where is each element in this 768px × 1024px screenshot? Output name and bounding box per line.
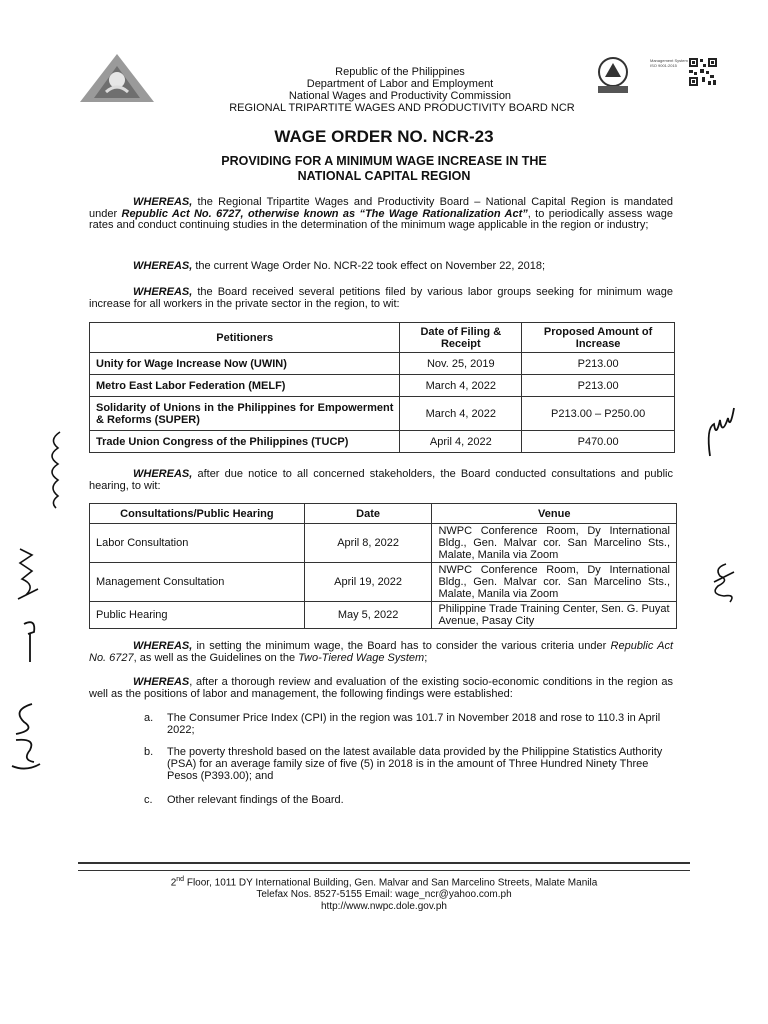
table-header-cell: Date: [304, 504, 432, 524]
petitioner-cell: Metro East Labor Federation (MELF): [90, 375, 400, 397]
petitions-table: [89, 322, 675, 453]
proposed-amount-cell: P470.00: [522, 431, 675, 453]
table-row: [90, 353, 675, 375]
finding-text: The poverty threshold based on the latest available data provided by the Philippine Statistics Authority (PSA) for an average family size of five (5) in 2018 is in the amount of Three Hundred Ninety Three Pesos (P393.00); and: [167, 746, 663, 782]
consultation-date-cell: April 8, 2022: [304, 524, 432, 563]
header-line-commission: National Wages and Productivity Commission: [288, 90, 512, 102]
table-header-cell: Proposed Amount of Increase: [522, 323, 675, 353]
table-row: [90, 602, 677, 629]
address-floor-number: 2: [170, 877, 177, 889]
table-header-cell: Venue: [432, 504, 677, 524]
table-row: [90, 563, 677, 602]
list-marker: c.: [144, 794, 153, 806]
table-row: [90, 397, 675, 431]
whereas-mandate-paragraph: [89, 197, 673, 232]
table-header-cell: Date of Filing & Receipt: [400, 323, 522, 353]
consultation-venue-cell: NWPC Conference Room, Dy International Bldg., Gen. Malvar cor. San Marcelino Sts., Malate, Manila via Zoom: [432, 524, 677, 563]
paragraph-text: the current Wage Order No. NCR-22 took effect on November 22, 2018;: [192, 260, 546, 272]
subtitle-line-2: NATIONAL CAPITAL REGION: [297, 169, 471, 183]
footer-website-link[interactable]: http://www.nwpc.dole.gov.ph: [321, 901, 447, 913]
table-header-cell: Petitioners: [90, 323, 400, 353]
whereas-criteria-paragraph: [89, 641, 673, 664]
consultation-venue-cell: NWPC Conference Room, Dy International Bldg., Gen. Malvar cor. San Marcelino Sts., Malate, Manila via Zoom: [432, 563, 677, 602]
header-line-republic: Republic of the Philippines: [335, 66, 465, 78]
wage-order-subtitle: [0, 154, 768, 184]
consultations-table: [89, 503, 677, 629]
consultation-date-cell: April 19, 2022: [304, 563, 432, 602]
filing-date-cell: Nov. 25, 2019: [400, 353, 522, 375]
header-line-board: REGIONAL TRIPARTITE WAGES AND PRODUCTIVITY BOARD NCR: [229, 102, 575, 114]
address-floor-suffix: nd: [176, 876, 185, 883]
paragraph-text: , to periodically assess wage rates and conduct continuing studies in the determination of the minimum wage applicable in the region or industry;: [89, 207, 673, 231]
paragraph-text: , as well as the Guidelines on the: [133, 651, 299, 664]
whereas-consultations-paragraph: [89, 469, 673, 492]
filing-date-cell: April 4, 2022: [400, 431, 522, 453]
petitioner-cell: Solidarity of Unions in the Philippines for Empowerment & Reforms (SUPER): [90, 397, 400, 431]
paragraph-text: after due notice to all concerned stakeholders, the Board conducted consultations and public hearing, to wit:: [89, 468, 673, 492]
whereas-lead: WHEREAS,: [133, 286, 193, 298]
filing-date-cell: March 4, 2022: [400, 375, 522, 397]
table-header-row: [90, 504, 677, 524]
list-marker: b.: [144, 746, 154, 758]
table-header-row: [90, 323, 675, 353]
list-marker: a.: [144, 712, 154, 724]
whereas-lead: WHEREAS,: [133, 468, 193, 480]
iso-certification-label: Management System ISO 9001:2015: [650, 58, 688, 68]
handwritten-initial-signature: [40, 430, 70, 510]
consultation-venue-cell: Philippine Trade Training Center, Sen. G. Puyat Avenue, Pasay City: [432, 602, 677, 629]
ra-6727-reference: Republic Act No. 6727, otherwise known as “The Wage Rationalization Act”: [121, 207, 528, 220]
proposed-amount-cell: P213.00 – P250.00: [522, 397, 675, 431]
petitioner-cell: Unity for Wage Increase Now (UWIN): [90, 353, 400, 375]
handwritten-initial-signature: [14, 545, 42, 603]
paragraph-text: in setting the minimum wage, the Board has to consider the various criteria under: [192, 640, 611, 652]
handwritten-initial-signature: [700, 398, 740, 458]
whereas-findings-paragraph: [89, 677, 673, 700]
header-line-department: Department of Labor and Employment: [306, 78, 494, 90]
address-text: Floor, 1011 DY International Building, Gen. Malvar and San Marcelino Streets, Malate Manila: [184, 877, 598, 889]
consultation-date-cell: May 5, 2022: [304, 602, 432, 629]
agency-header: [200, 66, 600, 114]
table-row: [90, 431, 675, 453]
proposed-amount-cell: P213.00: [522, 353, 675, 375]
table-row: [90, 524, 677, 563]
whereas-lead: WHEREAS,: [133, 640, 193, 652]
handwritten-initial-signature: [6, 700, 46, 776]
whereas-petitions-paragraph: [89, 287, 673, 310]
subtitle-line-1: PROVIDING FOR A MINIMUM WAGE INCREASE IN THE: [221, 154, 547, 168]
dole-logo-icon: [78, 52, 156, 104]
paragraph-text: the Board received several petitions filed by various labor groups seeking for minimum wage increase for all workers in the private sector in the region, to wit:: [89, 286, 673, 310]
qr-code-icon: [688, 57, 718, 87]
filing-date-cell: March 4, 2022: [400, 397, 522, 431]
whereas-lead: WHEREAS,: [133, 260, 193, 272]
paragraph-text: ;: [424, 651, 428, 664]
consultation-type-cell: Management Consultation: [90, 563, 305, 602]
ra-6727-reference: Republic Act No. 6727: [89, 640, 674, 664]
footer-contact-block: [0, 874, 768, 913]
whereas-lead: WHEREAS,: [133, 196, 193, 208]
petitioner-cell: Trade Union Congress of the Philippines (TUCP): [90, 431, 400, 453]
footer-address: [0, 874, 768, 889]
footer-divider: [78, 862, 690, 871]
paragraph-text: , after a thorough review and evaluation of the existing socio-economic conditions in the region as well as the positions of labor and management, the following findings were established:: [89, 676, 673, 700]
proposed-amount-cell: P213.00: [522, 375, 675, 397]
footer-telefax-email: Telefax Nos. 8527-5155 Email: wage_ncr@yahoo.com.ph: [256, 889, 512, 901]
whereas-current-order-paragraph: [89, 261, 673, 273]
two-tiered-wage-system-reference: Two-Tiered Wage System: [298, 651, 425, 664]
finding-text: Other relevant findings of the Board.: [167, 794, 344, 806]
finding-text: The Consumer Price Index (CPI) in the region was 101.7 in November 2018 and rose to 110.3 in April 2022;: [167, 712, 661, 736]
whereas-lead: WHEREAS: [133, 676, 190, 688]
consultation-type-cell: Public Hearing: [90, 602, 305, 629]
table-header-cell: Consultations/Public Hearing: [90, 504, 305, 524]
table-row: [90, 375, 675, 397]
consultation-type-cell: Labor Consultation: [90, 524, 305, 563]
handwritten-initial-signature: [706, 560, 740, 604]
paragraph-text: the Regional Tripartite Wages and Productivity Board – National Capital Region is mandated under: [89, 196, 673, 220]
handwritten-initial-signature: [20, 618, 42, 664]
wage-order-title: WAGE ORDER NO. NCR-23: [274, 127, 494, 146]
